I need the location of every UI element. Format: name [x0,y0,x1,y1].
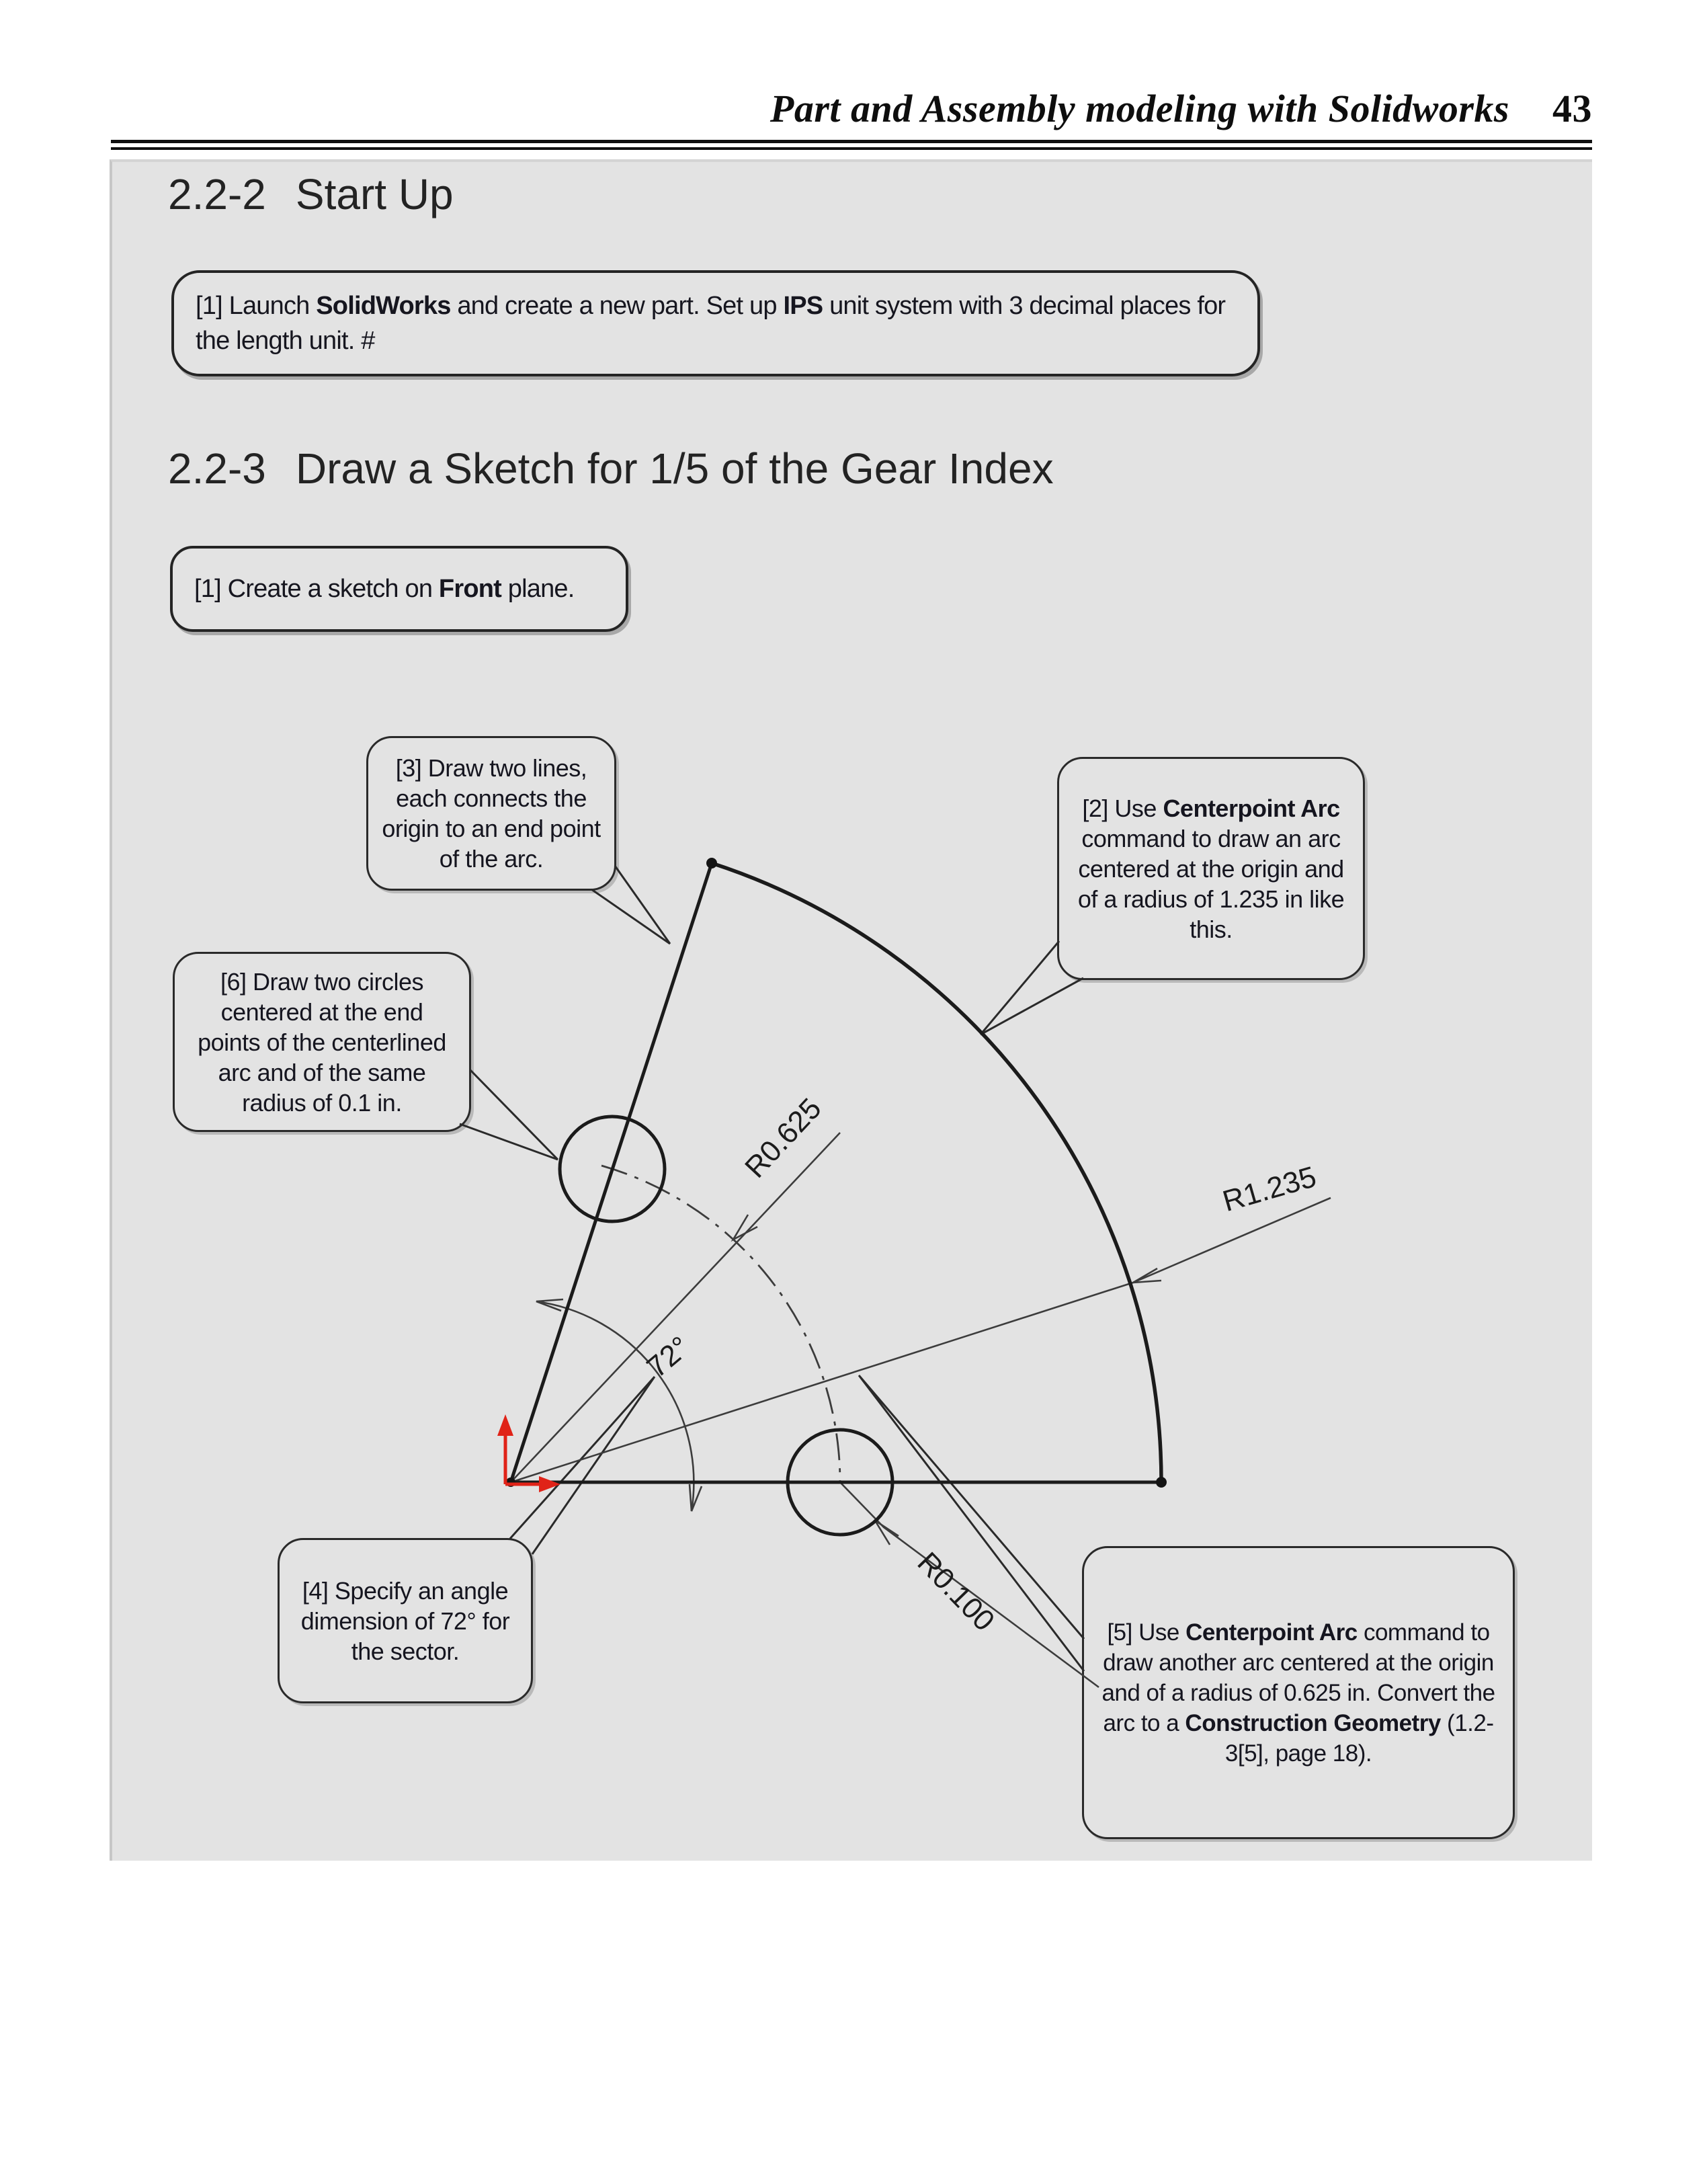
instruction-text: [1] Launch SolidWorks and create a new part. Set up IPS unit system with 3 decimal places for the length unit. # [196,292,1226,355]
section-title: Draw a Sketch for 1/5 of the Gear Index [295,444,1054,493]
callout-text: [2] Use Centerpoint Arc command to draw an arc centered at the origin and of a radius of 1.235 in like this. [1077,794,1345,943]
instruction-text: [1] Create a sketch on Front plane. [194,575,575,603]
instruction-box-front-plane [170,546,628,632]
page-number: 43 [1552,87,1592,130]
section-heading-startup [168,169,454,219]
dimension-label-r0100: R0.100 [911,1545,1001,1637]
page-header [111,86,1592,131]
callout-4-angle-dimension [278,1538,533,1703]
section-heading-sketch [168,444,1054,493]
section-number: 2.2-2 [168,170,266,218]
header-title: Part and Assembly modeling with Solidworks [769,87,1509,130]
section-title: Start Up [295,170,454,218]
callout-text: [5] Use Centerpoint Arc command to draw another arc centered at the origin and of a radius of 0.625 in. Convert the arc to a Construction Geometry (1.2-3[5], page 18). [1101,1619,1495,1767]
section-number: 2.2-3 [168,444,266,493]
dimension-label-r0625: R0.625 [739,1092,828,1184]
callout-text: [6] Draw two circles centered at the end points of the centerlined arc and of the same radius of 0.1 in. [198,967,446,1117]
callout-text: [4] Specify an angle dimension of 72° for the sector. [300,1576,510,1665]
callout-3-two-lines [366,736,616,891]
dimension-label-r1235: R1.235 [1219,1160,1320,1219]
callout-text: [3] Draw two lines, each connects the origin to an end point of the arc. [382,754,601,873]
callout-2-centerpoint-arc [1057,757,1365,980]
header-rule [111,140,1592,150]
callout-5-construction-geometry [1082,1546,1515,1839]
instruction-box-launch [171,270,1260,376]
dimension-label-angle: 72° [640,1330,696,1385]
callout-6-two-circles [173,952,471,1132]
